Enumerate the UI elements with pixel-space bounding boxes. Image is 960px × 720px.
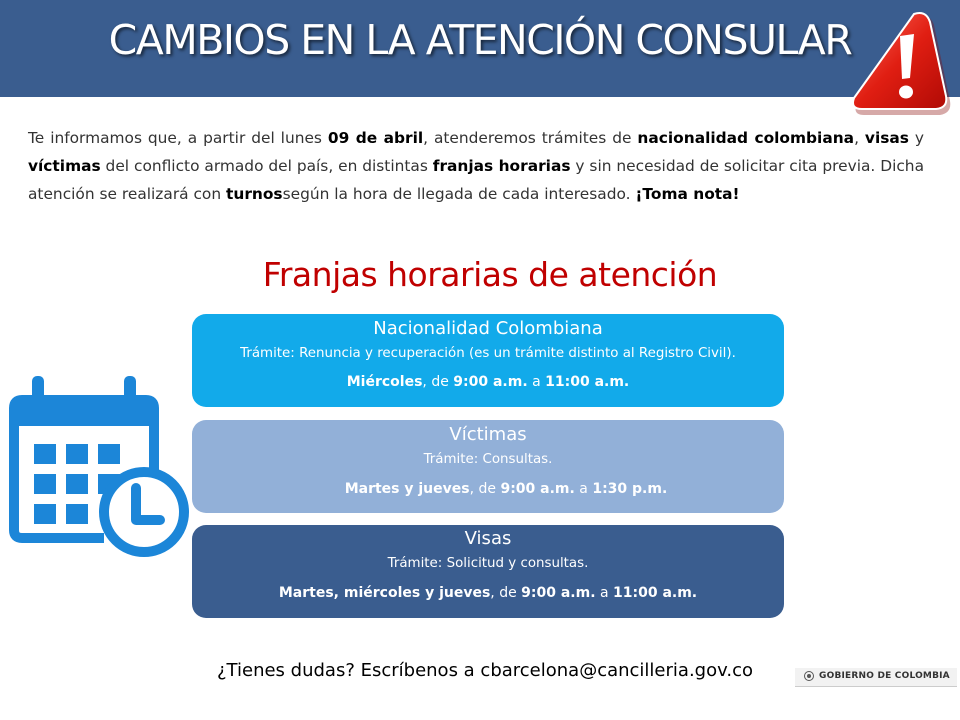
intro-paragraph: Te informamos que, a partir del lunes 09 de abril, atenderemos trámites de nacionalidad colombiana, visas y víctimas del conflicto armado del país, en distintas franjas horarias y sin necesidad de solicitar cita previa. Dicha atención se realizará con turnossegún la hora de llegada de cada interesado. ¡Toma nota! [28,129,924,203]
card-visas [192,525,784,618]
gobierno-logo [795,668,957,687]
card-title: Nacionalidad Colombiana [373,318,603,339]
card-schedule: Martes, miércoles y jueves, de 9:00 a.m. a 11:00 a.m. [278,585,698,601]
card-schedule: Miércoles, de 9:00 a.m. a 11:00 a.m. [346,374,630,390]
calendar-clock-icon [4,370,190,560]
card-title: Víctimas [449,424,527,445]
card-tramite: Trámite: Solicitud y consultas. [387,556,589,571]
card-tramite: Trámite: Consultas. [423,452,553,467]
card-schedule: Martes y jueves, de 9:00 a.m. a 1:30 p.m. [344,481,668,497]
header-banner [0,0,960,97]
card-victimas [192,420,784,513]
card-tramite: Trámite: Renuncia y recuperación (es un trámite distinto al Registro Civil). [240,346,736,361]
page-title: CAMBIOS EN LA ATENCIÓN CONSULAR [108,16,852,64]
card-title: Visas [464,528,512,549]
gobierno-logo-text: GOBIERNO DE COLOMBIA [819,671,950,681]
colombia-emblem-icon [804,671,814,681]
exclamation-triangle-icon [848,8,952,116]
contact-text: ¿Tienes dudas? Escríbenos a cbarcelona@cancilleria.gov.co [217,660,753,681]
section-title: Franjas horarias de atención [262,255,718,294]
card-nacionalidad [192,314,784,407]
